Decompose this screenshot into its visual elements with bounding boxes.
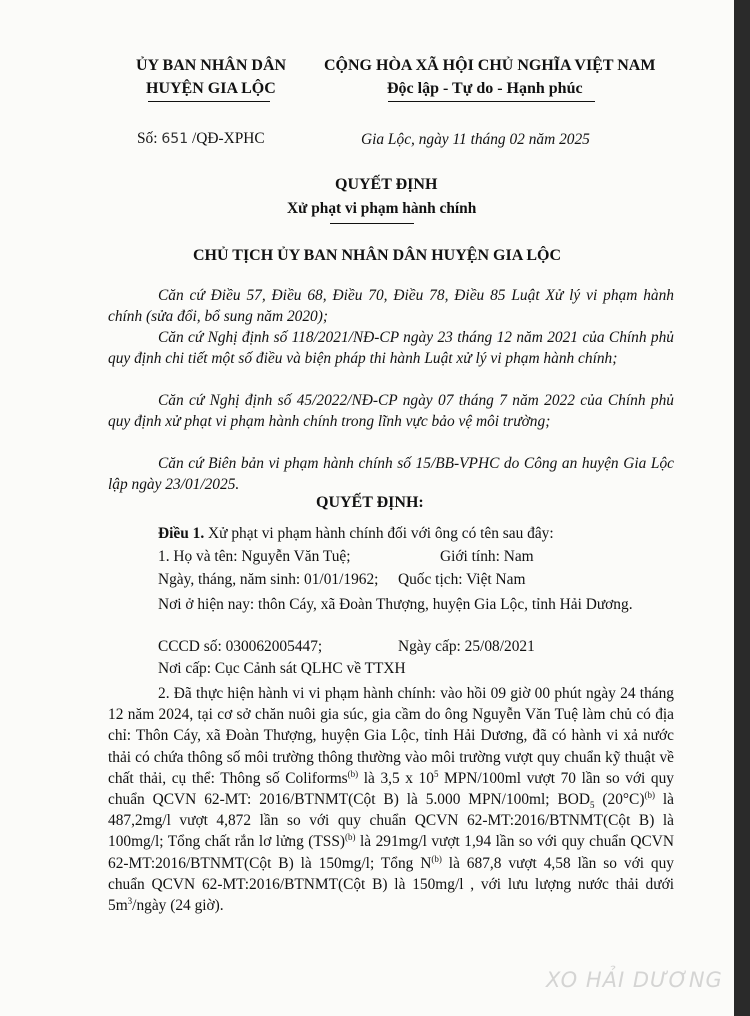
issuer-line1: ỦY BAN NHÂN DÂN	[136, 57, 287, 74]
legal-basis-1: Căn cứ Điều 57, Điều 68, Điều 70, Điều 78, Điều 85 Luật Xử lý vi phạm hành chính (sửa đổi, bổ sung năm 2020);	[108, 287, 674, 325]
doc-number-prefix: Số:	[137, 130, 158, 147]
doc-number-value: 651	[161, 131, 189, 147]
place-date: Gia Lộc, ngày 11 tháng 02 năm 2025	[361, 131, 590, 148]
person-id-issued-by: Nơi cấp: Cục Cảnh sát QLHC về TTXH	[158, 660, 406, 677]
violation-paragraph	[108, 683, 674, 916]
decision-heading: QUYẾT ĐỊNH:	[316, 494, 424, 511]
person-id-issue-date: Ngày cấp: 25/08/2021	[398, 638, 535, 655]
violation-text-1: 2. Đã thực hiện hành vi vi phạm hành chính: vào hồi 09 giờ 00 phút ngày 24 tháng 12 năm 2024, tại cơ sở chăn nuôi gia súc, gia cầm do ông Nguyễn Văn Tuệ làm chủ có địa chỉ: Thôn Cáy, xã Đoàn Thượng, huyện Gia Lộc, tỉnh Hải Dương, đã có hành vi xả nước thải có chứa thông số môi trường thông thường vào môi trường vượt quy chuẩn kỹ thuật về chất thải, cụ thể: Thông số Coliforms	[108, 685, 674, 787]
legal-basis-2: Căn cứ Nghị định số 118/2021/NĐ-CP ngày 23 tháng 12 năm 2021 của Chính phủ quy định chi tiết một số điều và biện pháp thi hành Luật xử lý vi phạm hành chính;	[108, 329, 674, 367]
violation-text-4: (20°C)	[594, 791, 645, 809]
footnote-b-4: (b)	[431, 853, 442, 864]
national-title: CỘNG HÒA XÃ HỘI CHỦ NGHĨA VIỆT NAM	[324, 57, 656, 74]
violation-text-3: MPN/100ml vượt 70 lần so với quy chuẩn QCVN 62-MT: 2016/BTNMT(Cột B) là 5.000 MPN/100ml; BOD	[108, 769, 674, 809]
footnote-b-1: (b)	[347, 768, 359, 779]
person-id-number: CCCD số: 030062005447;	[158, 638, 323, 655]
person-nationality: Quốc tịch: Việt Nam	[398, 571, 526, 588]
authority-heading: CHỦ TỊCH ỦY BAN NHÂN DÂN HUYỆN GIA LỘC	[193, 247, 562, 264]
exponent-5: 5	[433, 768, 439, 779]
document-number	[137, 130, 265, 148]
document-title: QUYẾT ĐỊNH	[335, 176, 438, 193]
person-name: 1. Họ và tên: Nguyễn Văn Tuệ;	[158, 548, 351, 565]
violation-text-8: /ngày (24 giờ).	[132, 897, 224, 915]
subtitle-underline	[330, 223, 414, 224]
person-gender: Giới tính: Nam	[440, 548, 534, 565]
person-residence: Nơi ở hiện nay: thôn Cáy, xã Đoàn Thượng, huyện Gia Lộc, tỉnh Hải Dương.	[158, 596, 633, 613]
legal-basis-3: Căn cứ Nghị định số 45/2022/NĐ-CP ngày 07 tháng 7 năm 2022 của Chính phủ quy định xử phạt vi phạm hành chính trong lĩnh vực bảo vệ môi trường;	[108, 392, 674, 430]
legal-basis-4: Căn cứ Biên bản vi phạm hành chính số 15/BB-VPHC do Công an huyện Gia Lộc lập ngày 23/01/2025.	[108, 455, 674, 493]
watermark-logo: XO HẢI DƯƠNG	[546, 968, 723, 992]
national-motto: Độc lập - Tự do - Hạnh phúc	[387, 80, 583, 97]
violation-text-7: là 687,8 vượt 4,58 lần so với quy chuẩn QCVN 62-MT:2016/BTNMT(Cột B) là 150mg/l , với lưu lượng nước thải dưới 5m	[108, 854, 674, 915]
doc-number-suffix: /QĐ-XPHC	[191, 130, 265, 147]
violation-text-2: là 3,5 x 10	[358, 769, 434, 787]
footnote-b-2: (b)	[644, 789, 655, 800]
issuer-line2: HUYỆN GIA LỘC	[146, 80, 276, 97]
issuer-underline	[148, 101, 270, 102]
article1-intro	[158, 525, 554, 543]
violation-text-5: là 487,2mg/l vượt 4,872 lần so với quy chuẩn QCVN 62-MT:2016/BTNMT(Cột B) là 100mg/l; Tổng chất rắn lơ lửng (TSS)	[108, 791, 674, 851]
person-dob: Ngày, tháng, năm sinh: 01/01/1962;	[158, 571, 379, 588]
subscript-5: 5	[589, 800, 595, 811]
motto-underline	[388, 101, 595, 102]
article1-label: Điều 1.	[158, 525, 205, 542]
exponent-3: 3	[127, 895, 133, 906]
violation-text-6: là 291mg/l vượt 1,94 lần so với quy chuẩn QCVN 62-MT:2016/BTNMT(Cột B) là 150mg/l; Tổng N	[108, 833, 674, 872]
dark-edge	[734, 0, 750, 1016]
footnote-b-3: (b)	[345, 832, 356, 843]
document-subtitle: Xử phạt vi phạm hành chính	[287, 200, 477, 217]
article1-intro-text: Xử phạt vi phạm hành chính đối với ông có tên sau đây:	[208, 525, 554, 542]
